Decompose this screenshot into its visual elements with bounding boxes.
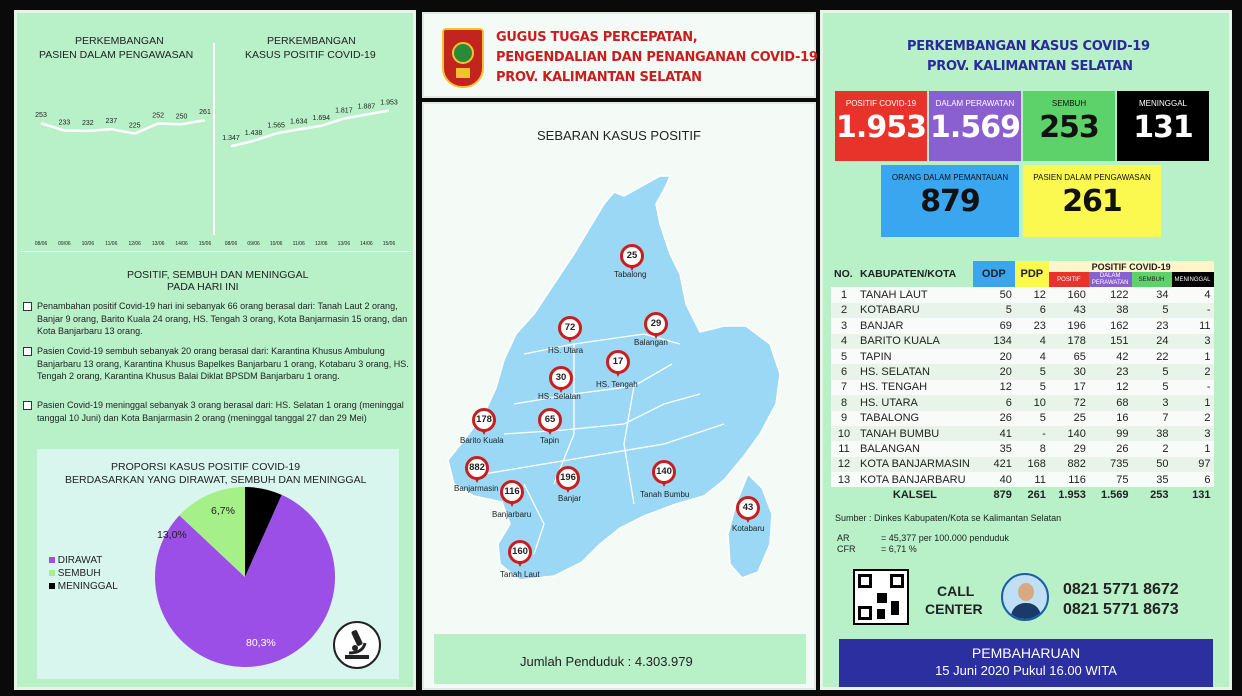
- data-label: 250: [175, 113, 188, 121]
- phone-1[interactable]: 0821 5771 8672: [1063, 581, 1179, 598]
- col-no: NO.: [834, 268, 853, 281]
- total-positif: 1.953: [1058, 489, 1086, 502]
- map-title: SEBARAN KASUS POSITIF: [537, 128, 701, 143]
- table-cell: TAPIN: [857, 349, 973, 364]
- total-pdp: 261: [1027, 489, 1046, 502]
- total-meninggal: 131: [1192, 489, 1211, 502]
- call-center-l2: CENTER: [925, 601, 983, 617]
- table-row: [831, 303, 1214, 318]
- table-cell: 168: [1015, 457, 1049, 472]
- table-cell: BARITO KUALA: [857, 334, 973, 349]
- pie-label-sembuh: 13,0%: [157, 529, 187, 541]
- map-pin-banjarmasin: 882: [465, 456, 489, 480]
- legend-dirawat: DIRAWAT: [49, 555, 102, 566]
- map-pin-kotabaru: 43: [736, 496, 760, 520]
- chart-baseline: [21, 251, 411, 252]
- right-panel: [820, 10, 1232, 690]
- table-cell: 50: [973, 287, 1015, 302]
- data-label: 1.347: [222, 135, 240, 143]
- operator-avatar-icon: [1001, 573, 1049, 621]
- total-odp: 879: [993, 489, 1012, 502]
- total-rawat: 1.569: [1100, 489, 1129, 502]
- map-label-balangan: Balangan: [634, 338, 668, 347]
- right-title-l2: PROV. KALIMANTAN SELATAN: [927, 59, 1133, 74]
- pie-title-l2: BERDASARKAN YANG DIRAWAT, SEMBUH DAN MENINGGAL: [65, 474, 367, 486]
- table-cell: 5: [831, 349, 857, 364]
- data-label: 1.438: [244, 129, 263, 137]
- table-cell: 97: [1172, 457, 1214, 472]
- update-title: PEMBAHARUAN: [971, 645, 1081, 661]
- table-cell: 3: [1172, 334, 1214, 349]
- table-cell: 2: [1172, 364, 1214, 379]
- table-cell: 23: [1015, 318, 1049, 333]
- map-label-hs-utara: HS. Utara: [548, 346, 584, 355]
- map-label-tanah-bumbu: Tanah Bumbu: [640, 490, 690, 499]
- table-cell: 12: [831, 457, 857, 472]
- table-cell: KOTA BANJARBARU: [857, 472, 973, 487]
- table-cell: 178: [1049, 334, 1089, 349]
- table-cell: 9: [831, 411, 857, 426]
- table-cell: 38: [1132, 426, 1172, 441]
- table-row: [831, 349, 1214, 364]
- table-cell: 68: [1089, 395, 1132, 410]
- table-cell: 7: [831, 380, 857, 395]
- total-sembuh: 253: [1150, 489, 1169, 502]
- col-pdp: PDP: [1015, 261, 1049, 287]
- tick-label: 14/06: [175, 241, 188, 247]
- cfr-value: = 6,71 %: [881, 544, 917, 554]
- table-cell: BALANGAN: [857, 441, 973, 456]
- today-title-l2: PADA HARI INI: [167, 281, 239, 293]
- map-pin-tanah-bumbu: 140: [652, 460, 676, 484]
- stat-positif: POSITIF COVID-19 1.953: [835, 91, 927, 161]
- data-label: 1.694: [312, 114, 331, 122]
- data-label: 1.817: [335, 107, 353, 115]
- header-line-2: PENGENDALIAN DAN PENANGANAN COVID-19: [496, 50, 818, 65]
- table-cell: 30: [1049, 364, 1089, 379]
- chart2-title-l2: KASUS POSITIF COVID-19: [245, 49, 376, 61]
- table-cell: 7: [1132, 411, 1172, 426]
- update-banner: [839, 639, 1213, 687]
- stat-meninggal: MENINGGAL 131: [1117, 91, 1209, 161]
- data-label: 233: [58, 119, 71, 127]
- table-cell: 11: [1015, 472, 1049, 487]
- header-line-3: PROV. KALIMANTAN SELATAN: [496, 70, 702, 85]
- bullet-positive: Penambahan positif Covid-19 hari ini sebanyak 66 orang berasal dari: Tanah Laut 2 orang, Banjar 9 orang, Barito Kuala 24 orang, HS. Tengah 3 orang, Kota Banjarmasin 15 orang, dan Kota Banjarbaru 13 orang.: [37, 300, 412, 338]
- table-row: [831, 318, 1214, 333]
- population-text: Jumlah Penduduk : 4.303.979: [520, 654, 693, 669]
- table-cell: 17: [1049, 380, 1089, 395]
- table-cell: 11: [831, 441, 857, 456]
- map-label-tabalong: Tabalong: [614, 270, 647, 279]
- table-cell: 75: [1089, 472, 1132, 487]
- map-label-banjarmasin: Banjarmasin: [454, 484, 499, 493]
- table-cell: 160: [1049, 287, 1089, 302]
- table-cell: 11: [1172, 318, 1214, 333]
- map-label-barito-kuala: Barito Kuala: [460, 436, 504, 445]
- table-cell: 72: [1049, 395, 1089, 410]
- table-cell: 16: [1089, 411, 1132, 426]
- table-cell: 26: [1089, 441, 1132, 456]
- table-cell: BANJAR: [857, 318, 973, 333]
- map-label-tanah-laut: Tanah Laut: [500, 570, 540, 579]
- table-cell: 12: [1015, 287, 1049, 302]
- table-cell: 4: [1015, 349, 1049, 364]
- table-row: [831, 426, 1214, 441]
- tick-label: 09/06: [247, 241, 260, 247]
- pie-label-meninggal: 6,7%: [211, 505, 235, 517]
- right-title-l1: PERKEMBANGAN KASUS COVID-19: [907, 39, 1150, 54]
- total-label: KALSEL: [892, 489, 937, 502]
- map-label-hs-tengah: HS. Tengah: [596, 380, 638, 389]
- table-cell: 23: [1132, 318, 1172, 333]
- tick-label: 11/06: [105, 241, 118, 247]
- map-pin-tapin: 65: [538, 408, 562, 432]
- legend-sembuh: SEMBUH: [49, 568, 101, 579]
- table-cell: 26: [973, 411, 1015, 426]
- table-cell: 23: [1089, 364, 1132, 379]
- tick-label: 15/06: [198, 241, 212, 247]
- tick-label: 08/06: [224, 241, 238, 247]
- table-cell: 8: [831, 395, 857, 410]
- table-cell: 162: [1089, 318, 1132, 333]
- header-line-1: GUGUS TUGAS PERCEPATAN,: [496, 30, 698, 45]
- tick-label: 14/06: [360, 241, 373, 247]
- table-cell: 3: [1172, 426, 1214, 441]
- table-row: [831, 411, 1214, 426]
- table-cell: 882: [1049, 457, 1089, 472]
- data-label: 261: [199, 109, 211, 117]
- table-cell: 20: [973, 364, 1015, 379]
- table-cell: 6: [1172, 472, 1214, 487]
- map-pin-banjar: 196: [556, 466, 580, 490]
- table-cell: 1: [831, 287, 857, 302]
- call-center-l1: CALL: [937, 583, 975, 599]
- map-pin-tabalong: 25: [620, 244, 644, 268]
- data-label: 237: [105, 118, 118, 126]
- table-cell: 4: [1172, 287, 1214, 302]
- table-cell: 43: [1049, 303, 1089, 318]
- col-sembuh: SEMBUH: [1132, 272, 1172, 287]
- map-label-hs-selatan: HS. Selatan: [538, 392, 581, 401]
- pie-section: [37, 449, 399, 679]
- col-kab: KABUPATEN/KOTA: [860, 268, 957, 281]
- table-cell: -: [1015, 426, 1049, 441]
- map-pin-banjarbaru: 116: [500, 480, 524, 504]
- table-cell: 140: [1049, 426, 1089, 441]
- tick-label: 13/06: [337, 241, 351, 247]
- map-pin-balangan: 29: [644, 312, 668, 336]
- map-pin-barito-kuala: 178: [472, 408, 496, 432]
- table-cell: 10: [1015, 395, 1049, 410]
- data-label: 1.887: [357, 103, 376, 111]
- microscope-icon: [333, 621, 381, 669]
- table-cell: 2: [1132, 441, 1172, 456]
- table-row: [831, 380, 1214, 395]
- table-row: [831, 457, 1214, 472]
- table-cell: 421: [973, 457, 1015, 472]
- map-label-banjarbaru: Banjarbaru: [492, 510, 532, 519]
- table-cell: HS. UTARA: [857, 395, 973, 410]
- tick-label: 10/06: [269, 241, 283, 247]
- tick-label: 11/06: [292, 241, 305, 247]
- data-label: 1.953: [380, 99, 398, 107]
- table-cell: 5: [1132, 380, 1172, 395]
- map-panel: [422, 102, 816, 690]
- table-cell: 50: [1132, 457, 1172, 472]
- bullet-recovered: Pasien Covid-19 sembuh sebanyak 20 orang berasal dari: Karantina Khusus Ambulung Banjarbaru 13 orang, Karantina Khusus Bapelkes Banjarbaru 1 orang, Kotabaru 3 orang, HS. Tengah 2 orang, Karantina Khusus Balai Diklat BPSDM Banjarbaru 1 orang.: [37, 345, 412, 383]
- table-cell: 20: [973, 349, 1015, 364]
- bullet-deceased: Pasien Covid-19 meninggal sebanyak 3 orang berasal dari: HS. Selatan 1 orang (meninggal tanggal 10 Juni) dan Kota Banjarmasin 2 orang (meninggal tanggal 27 dan 29 Mei): [37, 399, 412, 424]
- table-cell: 116: [1049, 472, 1089, 487]
- table-row: [831, 287, 1214, 302]
- table-cell: TABALONG: [857, 411, 973, 426]
- data-label: 1.634: [289, 118, 308, 126]
- population-box: [434, 634, 806, 684]
- ar-label: AR: [837, 533, 850, 543]
- table-cell: 8: [1015, 441, 1049, 456]
- table-cell: 122: [1089, 287, 1132, 302]
- table-cell: 35: [973, 441, 1015, 456]
- table-cell: 1: [1172, 349, 1214, 364]
- map-pin-hs-selatan: 30: [549, 366, 573, 390]
- table-cell: 6: [831, 364, 857, 379]
- table-cell: 1: [1172, 395, 1214, 410]
- chart2-title-l1: PERKEMBANGAN: [267, 35, 356, 47]
- table-cell: 13: [831, 472, 857, 487]
- table-cell: 40: [973, 472, 1015, 487]
- legend-meninggal: MENINGGAL: [49, 581, 118, 592]
- qr-code-icon: [853, 569, 909, 625]
- cfr-label: CFR: [837, 544, 856, 554]
- table-cell: -: [1172, 380, 1214, 395]
- table-cell: 34: [1132, 287, 1172, 302]
- trend-charts: [17, 13, 413, 253]
- table-cell: 1: [1172, 441, 1214, 456]
- pie-label-dirawat: 80,3%: [246, 637, 276, 649]
- stat-perawatan: DALAM PERAWATAN 1.569: [929, 91, 1021, 161]
- table-cell: 25: [1049, 411, 1089, 426]
- table-cell: TANAH LAUT: [857, 287, 973, 302]
- table-cell: 65: [1049, 349, 1089, 364]
- table-cell: 5: [1015, 380, 1049, 395]
- data-label: 225: [128, 122, 141, 130]
- table-cell: 5: [1132, 303, 1172, 318]
- chart1-title-l1: PERKEMBANGAN: [75, 35, 164, 47]
- table-cell: 134: [973, 334, 1015, 349]
- update-date: 15 Juni 2020 Pukul 16.00 WITA: [935, 663, 1117, 678]
- phone-2[interactable]: 0821 5771 8673: [1063, 601, 1179, 618]
- table-cell: 5: [1015, 411, 1049, 426]
- data-label: 252: [152, 112, 164, 120]
- today-title-l1: POSITIF, SEMBUH DAN MENINGGAL: [127, 269, 309, 281]
- table-cell: 151: [1089, 334, 1132, 349]
- table-cell: 735: [1089, 457, 1132, 472]
- table-cell: 4: [831, 334, 857, 349]
- table-cell: 69: [973, 318, 1015, 333]
- table-cell: 12: [1089, 380, 1132, 395]
- table-cell: 41: [973, 426, 1015, 441]
- table-cell: 5: [1132, 364, 1172, 379]
- table-cell: -: [1172, 303, 1214, 318]
- table-cell: 5: [973, 303, 1015, 318]
- table-row: [831, 395, 1214, 410]
- table-cell: 196: [1049, 318, 1089, 333]
- tick-label: 12/06: [315, 241, 328, 247]
- table-cell: 10: [831, 426, 857, 441]
- tick-label: 10/06: [81, 241, 95, 247]
- table-cell: 3: [831, 318, 857, 333]
- table-row: [831, 334, 1214, 349]
- table-cell: 6: [1015, 303, 1049, 318]
- table-cell: 12: [973, 380, 1015, 395]
- table-cell: 2: [1172, 411, 1214, 426]
- tick-label: 15/06: [382, 241, 396, 247]
- map-label-banjar: Banjar: [558, 494, 582, 503]
- stat-pdp: PASIEN DALAM PENGAWASAN 261: [1023, 165, 1161, 237]
- left-panel: [14, 10, 416, 690]
- col-rawat: DALAM PERAWATAN: [1089, 272, 1132, 287]
- map-pin-hs-tengah: 17: [606, 350, 630, 374]
- data-label: 253: [35, 112, 47, 120]
- source-note: Sumber : Dinkes Kabupaten/Kota se Kalimantan Selatan: [835, 513, 1062, 523]
- tick-label: 12/06: [128, 241, 141, 247]
- table-row: [831, 472, 1214, 487]
- table-cell: 38: [1089, 303, 1132, 318]
- district-table: [831, 261, 1214, 503]
- chart1-title-l2: PASIEN DALAM PENGAWASAN: [39, 49, 194, 61]
- col-odp: ODP: [973, 261, 1015, 287]
- col-group: POSITIF COVID-19: [1049, 261, 1214, 272]
- table-cell: 2: [831, 303, 857, 318]
- table-cell: 42: [1089, 349, 1132, 364]
- map-pin-hs-utara: 72: [558, 316, 582, 340]
- table-cell: 3: [1132, 395, 1172, 410]
- header-panel: [422, 12, 816, 98]
- stat-sembuh: SEMBUH 253: [1023, 91, 1115, 161]
- table-cell: 5: [1015, 364, 1049, 379]
- col-meninggal: MENINGGAL: [1172, 272, 1214, 287]
- table-cell: KOTABARU: [857, 303, 973, 318]
- tick-label: 09/06: [58, 241, 71, 247]
- col-positif: POSITIF: [1049, 272, 1089, 287]
- ar-value: = 45,377 per 100.000 penduduk: [881, 533, 1009, 543]
- table-cell: TANAH BUMBU: [857, 426, 973, 441]
- pie-title-l1: PROPORSI KASUS POSITIF COVID-19: [111, 461, 301, 473]
- table-cell: 6: [973, 395, 1015, 410]
- table-cell: 99: [1089, 426, 1132, 441]
- tick-label: 08/06: [34, 241, 48, 247]
- series-line: [231, 111, 389, 147]
- table-cell: 4: [1015, 334, 1049, 349]
- stat-odp: ORANG DALAM PEMANTAUAN 879: [881, 165, 1019, 237]
- table-cell: KOTA BANJARMASIN: [857, 457, 973, 472]
- data-label: 232: [82, 120, 94, 127]
- table-cell: 35: [1132, 472, 1172, 487]
- table-cell: 24: [1132, 334, 1172, 349]
- province-logo-icon: [442, 28, 484, 88]
- map-label-tapin: Tapin: [540, 436, 560, 445]
- tick-label: 13/06: [151, 241, 165, 247]
- map-pin-tanah-laut: 160: [508, 540, 532, 564]
- table-cell: 29: [1049, 441, 1089, 456]
- table-cell: HS. TENGAH: [857, 380, 973, 395]
- data-label: 1.565: [267, 122, 285, 130]
- table-row: [831, 441, 1214, 456]
- map-label-kotabaru: Kotabaru: [732, 524, 765, 533]
- table-cell: 22: [1132, 349, 1172, 364]
- table-row: [831, 364, 1214, 379]
- table-cell: HS. SELATAN: [857, 364, 973, 379]
